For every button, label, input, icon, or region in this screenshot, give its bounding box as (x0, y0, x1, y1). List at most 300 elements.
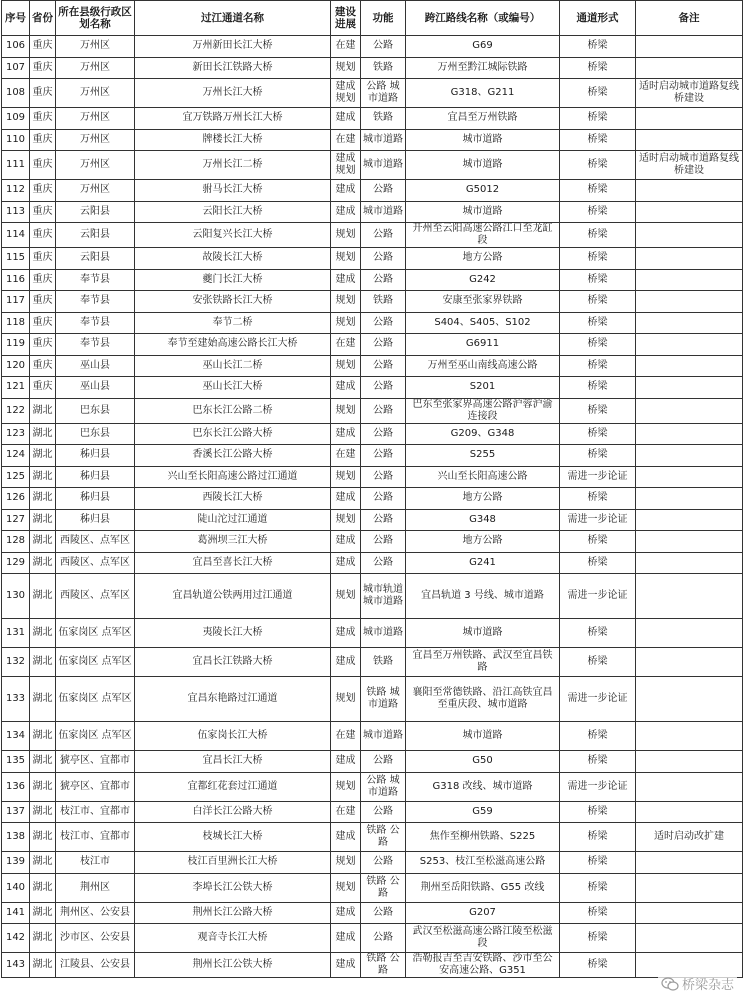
table-cell (636, 722, 743, 751)
table-row (2, 151, 743, 180)
table-cell (636, 466, 743, 488)
table-cell: 建成 规划 (331, 79, 361, 108)
table-cell: 城市道路 (361, 722, 406, 751)
table-cell: 建成 (331, 823, 361, 852)
table-cell: 万州长江大桥 (135, 79, 331, 108)
table-row (2, 902, 743, 924)
table-cell: 城市道路 (406, 722, 560, 751)
table-cell: 公路 (361, 552, 406, 574)
table-cell (636, 509, 743, 531)
table-cell: 铁路 公路 (361, 953, 406, 978)
table-cell: 适时启动城市道路复线桥建设 (636, 79, 743, 108)
table-cell: 129 (2, 552, 30, 574)
table-cell: 桥梁 (560, 488, 636, 510)
table-cell: G348 (406, 509, 560, 531)
table-cell: 巴东长江公路二桥 (135, 398, 331, 423)
header-cell: 过江通道名称 (135, 1, 331, 36)
table-cell: 公路 (361, 180, 406, 202)
table-cell: 117 (2, 291, 30, 313)
table-row (2, 269, 743, 291)
table-cell: 107 (2, 57, 30, 79)
table-cell: 宜昌轨道 3 号线、城市道路 (406, 574, 560, 619)
table-cell: 云阳县 (56, 223, 135, 248)
table-cell: 桥梁 (560, 924, 636, 953)
table-cell: 湖北 (30, 902, 56, 924)
table-cell: 巫山县 (56, 377, 135, 399)
table-cell: 114 (2, 223, 30, 248)
table-cell: 巫山县 (56, 355, 135, 377)
table-cell: 建成 (331, 619, 361, 648)
table-cell: 建成 (331, 377, 361, 399)
table-cell: 桥梁 (560, 355, 636, 377)
table-row (2, 924, 743, 953)
table-cell: 需进一步论证 (560, 677, 636, 722)
table-cell: 141 (2, 902, 30, 924)
table-cell: 142 (2, 924, 30, 953)
table-cell (636, 852, 743, 874)
table-cell (636, 108, 743, 130)
table-cell: 规划 (331, 248, 361, 270)
table-row (2, 722, 743, 751)
table-cell (636, 398, 743, 423)
table-cell: 荆州区、公安县 (56, 902, 135, 924)
table-cell: 万州区 (56, 129, 135, 151)
table-cell: 桥梁 (560, 223, 636, 248)
table-cell: S255 (406, 445, 560, 467)
table-row (2, 36, 743, 58)
table-cell: 夔门长江大桥 (135, 269, 331, 291)
table-cell: 驸马长江大桥 (135, 180, 331, 202)
table-cell: 万州区 (56, 79, 135, 108)
table-body (2, 36, 743, 978)
table-row (2, 677, 743, 722)
table-row (2, 377, 743, 399)
table-cell: 公路 (361, 509, 406, 531)
table-cell: 桥梁 (560, 751, 636, 773)
header-cell: 跨江路线名称（或编号） (406, 1, 560, 36)
table-cell: 128 (2, 531, 30, 553)
table-cell: 106 (2, 36, 30, 58)
table-cell (636, 223, 743, 248)
watermark-text: 桥梁杂志 (681, 978, 734, 993)
table-row (2, 466, 743, 488)
table-cell: 宜昌轨道公铁两用过江通道 (135, 574, 331, 619)
table-row (2, 648, 743, 677)
table-cell: 134 (2, 722, 30, 751)
table-cell: 巫山长江大桥 (135, 377, 331, 399)
table-cell: 湖北 (30, 488, 56, 510)
table-cell: 桥梁 (560, 619, 636, 648)
table-cell: G318 改线、城市道路 (406, 772, 560, 801)
table-cell: 湖北 (30, 509, 56, 531)
table-cell: 143 (2, 953, 30, 978)
table-cell: 湖北 (30, 823, 56, 852)
table-cell: 云阳复兴长江大桥 (135, 223, 331, 248)
table-cell: G318、G211 (406, 79, 560, 108)
table-cell: 108 (2, 79, 30, 108)
table-cell: 适时启动城市道路复线桥建设 (636, 151, 743, 180)
table-cell: 重庆 (30, 377, 56, 399)
table-row (2, 531, 743, 553)
table-cell: 巴东县 (56, 423, 135, 445)
table-cell: 建成 (331, 648, 361, 677)
table-cell: 宜昌至万州铁路 (406, 108, 560, 130)
table-cell: 建成 (331, 423, 361, 445)
table-cell: 重庆 (30, 312, 56, 334)
table-cell: 适时启动改扩建 (636, 823, 743, 852)
table-cell: 云阳县 (56, 248, 135, 270)
wechat-icon (661, 977, 679, 991)
table-cell: 桥梁 (560, 180, 636, 202)
table-cell: 公路 (361, 531, 406, 553)
table-cell: 138 (2, 823, 30, 852)
table-row (2, 291, 743, 313)
table-cell: 重庆 (30, 201, 56, 223)
table-cell: 秭归县 (56, 509, 135, 531)
table-cell: 桥梁 (560, 334, 636, 356)
table-cell: G69 (406, 36, 560, 58)
table-cell (636, 180, 743, 202)
table-cell: 湖北 (30, 924, 56, 953)
table-row (2, 129, 743, 151)
table-cell: 120 (2, 355, 30, 377)
table-row (2, 108, 743, 130)
header-cell: 所在县级行政区划名称 (56, 1, 135, 36)
table-cell: 在建 (331, 334, 361, 356)
table-cell: G50 (406, 751, 560, 773)
table-cell: 荆州长江公路大桥 (135, 902, 331, 924)
table-cell: 桥梁 (560, 852, 636, 874)
table-cell: 奉节县 (56, 269, 135, 291)
table-cell: 建成 规划 (331, 151, 361, 180)
table-cell: 宜万铁路万州长江大桥 (135, 108, 331, 130)
table-cell: 公路 (361, 355, 406, 377)
table-cell: 兴山至长阳高速公路 (406, 466, 560, 488)
table-cell: 桥梁 (560, 902, 636, 924)
table-cell: 巫山长江二桥 (135, 355, 331, 377)
table-cell: 136 (2, 772, 30, 801)
table-cell: 湖北 (30, 423, 56, 445)
watermark (658, 973, 737, 994)
table-cell: 白洋长江公路大桥 (135, 801, 331, 823)
table-cell: 枝江市、宜都市 (56, 801, 135, 823)
table-cell: 奉节二桥 (135, 312, 331, 334)
table-cell (636, 772, 743, 801)
table-cell: 122 (2, 398, 30, 423)
table-cell: 湖北 (30, 772, 56, 801)
table-cell (636, 531, 743, 553)
table-cell: 公路 (361, 269, 406, 291)
table-cell (636, 355, 743, 377)
table-cell: 湖北 (30, 552, 56, 574)
table-cell (636, 129, 743, 151)
table-cell: 公路 (361, 334, 406, 356)
table-cell: 建成 (331, 488, 361, 510)
table-cell: 重庆 (30, 36, 56, 58)
table-row (2, 423, 743, 445)
table-cell: 云阳县 (56, 201, 135, 223)
table-cell: 公路 (361, 223, 406, 248)
table-cell: 公路 (361, 924, 406, 953)
table-cell: 建成 (331, 269, 361, 291)
table-cell: 121 (2, 377, 30, 399)
table-cell: 公路 (361, 902, 406, 924)
table-cell: 建成 (331, 531, 361, 553)
table-cell: 公路 (361, 466, 406, 488)
table-cell: 城市轨道 城市道路 (361, 574, 406, 619)
table-cell: 公路 (361, 751, 406, 773)
table-cell: 规划 (331, 223, 361, 248)
table-cell: 枝城长江大桥 (135, 823, 331, 852)
table-cell: 重庆 (30, 334, 56, 356)
table-cell: 重庆 (30, 108, 56, 130)
table-cell: 湖北 (30, 619, 56, 648)
table-cell: 浩勒报吉至吉安铁路、沙市至公安高速公路、G351 (406, 953, 560, 978)
table-cell: 云阳长江大桥 (135, 201, 331, 223)
table-cell: 开州至云阳高速公路江口至龙缸段 (406, 223, 560, 248)
table-cell: 湖北 (30, 574, 56, 619)
table-cell: 桥梁 (560, 129, 636, 151)
table-cell: 猇亭区、宜都市 (56, 751, 135, 773)
table-cell (636, 248, 743, 270)
table-cell: 重庆 (30, 355, 56, 377)
table-cell: 需进一步论证 (560, 574, 636, 619)
table-cell: 安康至张家界铁路 (406, 291, 560, 313)
table-cell: 重庆 (30, 269, 56, 291)
table-cell: 沙市区、公安县 (56, 924, 135, 953)
table-cell (636, 377, 743, 399)
table-cell: 城市道路 (361, 129, 406, 151)
table-cell: 铁路 (361, 648, 406, 677)
bridge-table (1, 0, 743, 978)
table-cell: 湖北 (30, 801, 56, 823)
table-cell: 桥梁 (560, 36, 636, 58)
table-cell: 铁路 (361, 291, 406, 313)
table-cell (636, 751, 743, 773)
table-cell: 荆州长江公铁大桥 (135, 953, 331, 978)
table-cell: 在建 (331, 801, 361, 823)
table-cell: 重庆 (30, 129, 56, 151)
table-cell: 陡山沱过江通道 (135, 509, 331, 531)
table-cell: 桥梁 (560, 873, 636, 902)
table-cell: 公路 城市道路 (361, 772, 406, 801)
table-cell: 伍家岗区 点军区 (56, 722, 135, 751)
table-cell: 135 (2, 751, 30, 773)
table-cell: 需进一步论证 (560, 509, 636, 531)
table-cell: S404、S405、S102 (406, 312, 560, 334)
table-cell: 桥梁 (560, 269, 636, 291)
table-row (2, 873, 743, 902)
table-cell: 110 (2, 129, 30, 151)
table-cell: 铁路 公路 (361, 823, 406, 852)
table-row (2, 751, 743, 773)
table-cell: 西陵区、点军区 (56, 574, 135, 619)
table-row (2, 79, 743, 108)
table-cell: 桥梁 (560, 953, 636, 978)
table-cell: 133 (2, 677, 30, 722)
table-cell: 城市道路 (406, 201, 560, 223)
table-cell: 公路 (361, 398, 406, 423)
table-cell: 140 (2, 873, 30, 902)
table-cell: 万州区 (56, 108, 135, 130)
table-cell: G241 (406, 552, 560, 574)
table-cell: 武汉至松滋高速公路江陵至松滋段 (406, 924, 560, 953)
table-cell: 湖北 (30, 751, 56, 773)
table-cell (636, 552, 743, 574)
table-cell: 规划 (331, 398, 361, 423)
table-cell: 巴东长江公路大桥 (135, 423, 331, 445)
table-cell: 万州新田长江大桥 (135, 36, 331, 58)
table-cell: 地方公路 (406, 248, 560, 270)
table-cell: 桥梁 (560, 79, 636, 108)
table-cell: 公路 (361, 423, 406, 445)
table-row (2, 772, 743, 801)
table-cell: 宜昌东艳路过江通道 (135, 677, 331, 722)
table-cell: 伍家岗区 点军区 (56, 619, 135, 648)
table-cell: 襄阳至常德铁路、沿江高铁宜昌至重庆段、城市道路 (406, 677, 560, 722)
table-cell: 城市道路 (406, 151, 560, 180)
table-cell: 荆州至岳阳铁路、G55 改线 (406, 873, 560, 902)
table-cell: 葛洲坝三江大桥 (135, 531, 331, 553)
table-cell: 秭归县 (56, 466, 135, 488)
table-cell: 公路 (361, 377, 406, 399)
table-cell: 需进一步论证 (560, 772, 636, 801)
table-cell: 规划 (331, 574, 361, 619)
table-cell (636, 201, 743, 223)
table-row (2, 953, 743, 978)
table-row (2, 509, 743, 531)
table-cell: 118 (2, 312, 30, 334)
table-header-row (2, 1, 743, 36)
table-cell: 铁路 城市道路 (361, 677, 406, 722)
table-cell: 公路 (361, 852, 406, 874)
table-cell: 宜昌至万州铁路、武汉至宜昌铁路 (406, 648, 560, 677)
table-cell: 桥梁 (560, 312, 636, 334)
table-cell: 猇亭区、宜都市 (56, 772, 135, 801)
header-cell: 备注 (636, 1, 743, 36)
table-cell: 地方公路 (406, 531, 560, 553)
table-cell: 127 (2, 509, 30, 531)
table-cell: 巴东至张家界高速公路沪蓉沪渝连接段 (406, 398, 560, 423)
table-cell: 在建 (331, 722, 361, 751)
table-row (2, 355, 743, 377)
table-cell (636, 312, 743, 334)
table-cell (636, 677, 743, 722)
table-cell: G207 (406, 902, 560, 924)
table-cell: 规划 (331, 355, 361, 377)
table-cell: 伍家岗长江大桥 (135, 722, 331, 751)
table-cell: 在建 (331, 445, 361, 467)
table-cell: 湖北 (30, 398, 56, 423)
table-cell: 137 (2, 801, 30, 823)
table-cell: 建成 (331, 953, 361, 978)
table-cell: 城市道路 (361, 201, 406, 223)
table-cell: 新田长江铁路大桥 (135, 57, 331, 79)
table-cell: G209、G348 (406, 423, 560, 445)
table-cell: 巴东县 (56, 398, 135, 423)
table-cell: 桥梁 (560, 722, 636, 751)
table-cell: 公路 (361, 801, 406, 823)
table-cell: 伍家岗区 点军区 (56, 677, 135, 722)
table-cell: 安张铁路长江大桥 (135, 291, 331, 313)
table-cell: 湖北 (30, 648, 56, 677)
table-cell: 湖北 (30, 722, 56, 751)
table-cell (636, 801, 743, 823)
table-cell: 奉节县 (56, 334, 135, 356)
table-cell: 124 (2, 445, 30, 467)
table-cell (636, 902, 743, 924)
table-cell: 规划 (331, 677, 361, 722)
table-cell: 桥梁 (560, 201, 636, 223)
table-cell: 130 (2, 574, 30, 619)
table-cell: 规划 (331, 312, 361, 334)
table-cell (636, 334, 743, 356)
table-cell: 桥梁 (560, 377, 636, 399)
table-cell (636, 488, 743, 510)
table-cell (636, 924, 743, 953)
table-cell: 重庆 (30, 248, 56, 270)
table-cell: 重庆 (30, 180, 56, 202)
table-row (2, 445, 743, 467)
table-cell (636, 619, 743, 648)
table-cell: 在建 (331, 129, 361, 151)
table-cell: 万州至黔江城际铁路 (406, 57, 560, 79)
table-cell: 城市道路 (406, 619, 560, 648)
table-cell: 139 (2, 852, 30, 874)
table-cell: G6911 (406, 334, 560, 356)
table-cell (636, 57, 743, 79)
table-cell: 枝江百里洲长江大桥 (135, 852, 331, 874)
table-cell: 桥梁 (560, 531, 636, 553)
table-cell: 万州区 (56, 36, 135, 58)
table-cell: 重庆 (30, 223, 56, 248)
table-cell: 湖北 (30, 677, 56, 722)
table-cell: 重庆 (30, 291, 56, 313)
table-cell: 城市道路 (361, 619, 406, 648)
table-cell: 宜昌长江铁路大桥 (135, 648, 331, 677)
table-cell: 公路 城市道路 (361, 79, 406, 108)
table-row (2, 801, 743, 823)
table-cell: 公路 (361, 36, 406, 58)
table-cell: 131 (2, 619, 30, 648)
table-cell: 夷陵长江大桥 (135, 619, 331, 648)
table-row (2, 248, 743, 270)
table-cell: 113 (2, 201, 30, 223)
table-cell: 重庆 (30, 57, 56, 79)
table-cell: 李埠长江公铁大桥 (135, 873, 331, 902)
table-row (2, 823, 743, 852)
table-cell: 桥梁 (560, 648, 636, 677)
table-cell: 湖北 (30, 852, 56, 874)
header-cell: 功能 (361, 1, 406, 36)
table-cell: 建成 (331, 180, 361, 202)
table-cell: 桥梁 (560, 248, 636, 270)
table-cell: 桥梁 (560, 823, 636, 852)
table-cell: 枝江市、宜都市 (56, 823, 135, 852)
table-cell: 万州区 (56, 180, 135, 202)
table-cell: 枝江市 (56, 852, 135, 874)
table-cell: 建成 (331, 108, 361, 130)
table-cell: 建成 (331, 201, 361, 223)
table-cell: 万州至巫山南线高速公路 (406, 355, 560, 377)
table-cell: S201 (406, 377, 560, 399)
table-cell: 建成 (331, 751, 361, 773)
table-cell: 湖北 (30, 873, 56, 902)
header-cell: 序号 (2, 1, 30, 36)
table-cell (636, 423, 743, 445)
table-cell: 湖北 (30, 445, 56, 467)
table-row (2, 223, 743, 248)
